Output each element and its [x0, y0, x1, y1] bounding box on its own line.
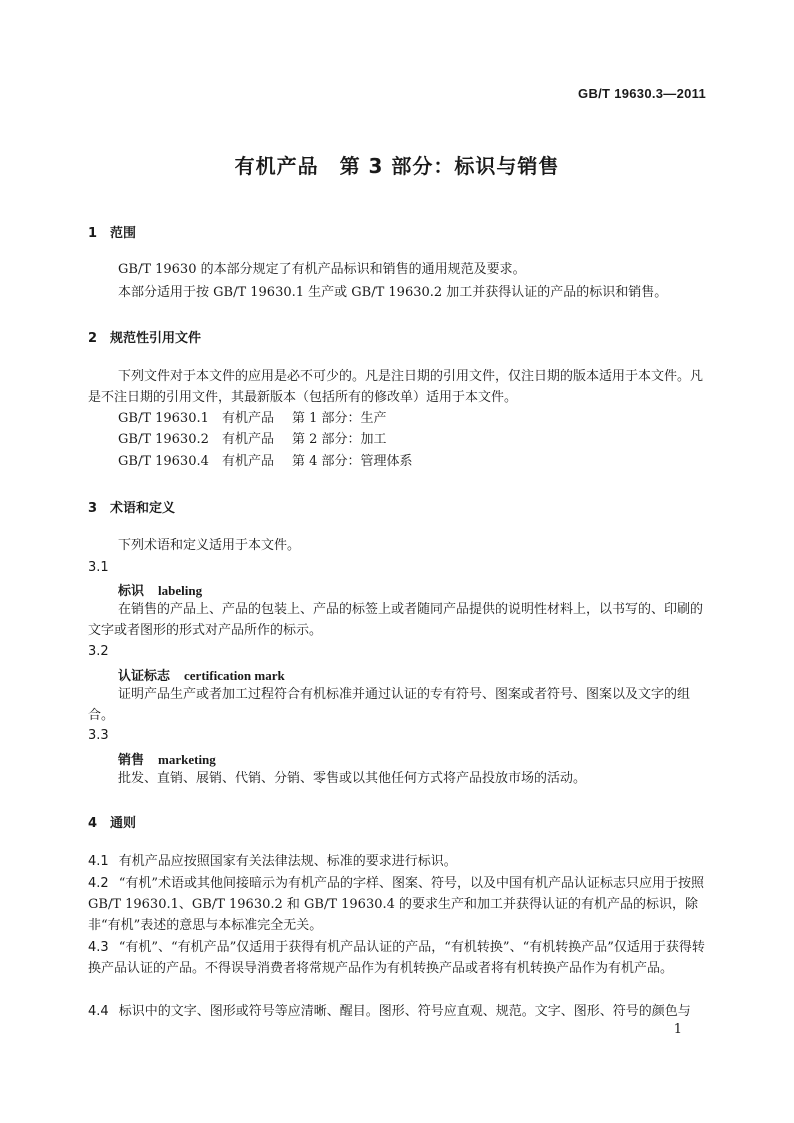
term-entry [118, 665, 285, 684]
clause-number: 4.3 [88, 940, 109, 955]
term-english: labeling [158, 583, 203, 598]
term-number: 3.3 [88, 728, 109, 743]
term-entry [118, 749, 216, 768]
clause-4-4 [88, 1001, 706, 1022]
section-number: 3 [88, 501, 98, 516]
clause-4-1 [88, 851, 706, 872]
scope-paragraph-1: GB/T 19630 的本部分规定了有机产品标识和销售的通用规范及要求。 [118, 262, 526, 277]
section-title: 范围 [110, 226, 137, 241]
terms-intro: 下列术语和定义适用于本文件。 [118, 538, 301, 553]
section-title: 术语和定义 [110, 501, 176, 516]
standard-code: GB/T 19630.3—2011 [578, 86, 706, 101]
page-number: 1 [673, 1022, 682, 1037]
clause-number: 4.1 [88, 854, 109, 869]
reference-code: GB/T 19630.4 [118, 454, 209, 469]
reference-part: 第 1 部分：生产 [292, 411, 387, 426]
reference-item [118, 408, 387, 429]
clause-number: 4.4 [88, 1004, 109, 1019]
clause-4-2 [88, 873, 706, 936]
term-chinese: 销售 [118, 753, 145, 768]
clause-text: “有机”、“有机产品”仅适用于获得有机产品认证的产品，“有机转换”、“有机转换产品”仅适用于获得转换产品认证的产品。不得误导消费者将常规产品作为有机转换产品或者将有机转换产品作为有机产品。 [88, 940, 705, 976]
section-1-heading [88, 222, 136, 241]
section-4-heading [88, 812, 136, 831]
term-definition: 证明产品生产或者加工过程符合有机标准并通过认证的专有符号、图案或者符号、图案以及文字的组合。 [88, 687, 691, 723]
reference-title: 有机产品 [222, 411, 275, 426]
reference-code: GB/T 19630.1 [118, 411, 209, 426]
section-number: 4 [88, 816, 98, 831]
term-chinese: 认证标志 [118, 669, 171, 684]
clause-text: “有机”术语或其他间接暗示为有机产品的字样、图案、符号，以及中国有机产品认证标志只应用于按照 GB/T 19630.1、GB/T 19630.2 和 GB/T 19630.4 的要求生产和加工并获得认证的有机产品的标识，除非“有机”表述的意思与本标准完全无关。 [88, 876, 704, 933]
clause-4-3 [88, 937, 706, 979]
section-number: 2 [88, 331, 98, 346]
reference-title: 有机产品 [222, 432, 275, 447]
section-3-heading [88, 497, 175, 516]
term-english: marketing [158, 752, 216, 767]
reference-part: 第 4 部分：管理体系 [292, 454, 413, 469]
term-english: certification mark [184, 668, 285, 683]
document-title: 有机产品 第 3 部分：标识与销售 [234, 154, 560, 178]
clause-number: 4.2 [88, 876, 109, 891]
reference-code: GB/T 19630.2 [118, 432, 209, 447]
reference-item [118, 429, 387, 450]
section-number: 1 [88, 226, 98, 241]
term-chinese: 标识 [118, 584, 145, 599]
term-entry [118, 580, 202, 599]
reference-item [118, 451, 413, 472]
term-definition: 在销售的产品上、产品的包装上、产品的标签上或者随同产品提供的说明性材料上，以书写的、印刷的文字或者图形的形式对产品所作的标示。 [88, 602, 704, 638]
section-title: 规范性引用文件 [110, 331, 202, 346]
reference-title: 有机产品 [222, 454, 275, 469]
term-number: 3.2 [88, 644, 109, 659]
clause-text: 有机产品应按照国家有关法律法规、标准的要求进行标识。 [118, 854, 457, 869]
reference-part: 第 2 部分：加工 [292, 432, 387, 447]
clause-text: 标识中的文字、图形或符号等应清晰、醒目。图形、符号应直观、规范。文字、图形、符号的颜色与 [118, 1004, 691, 1019]
scope-paragraph-2: 本部分适用于按 GB/T 19630.1 生产或 GB/T 19630.2 加工并获得认证的产品的标识和销售。 [118, 285, 668, 300]
section-title: 通则 [110, 816, 137, 831]
references-intro: 下列文件对于本文件的应用是必不可少的。凡是注日期的引用文件，仅注日期的版本适用于本文件。凡是不注日期的引用文件，其最新版本（包括所有的修改单）适用于本文件。 [88, 369, 704, 405]
section-2-heading [88, 327, 201, 346]
term-number: 3.1 [88, 560, 109, 575]
term-definition: 批发、直销、展销、代销、分销、零售或以其他任何方式将产品投放市场的活动。 [118, 771, 587, 786]
